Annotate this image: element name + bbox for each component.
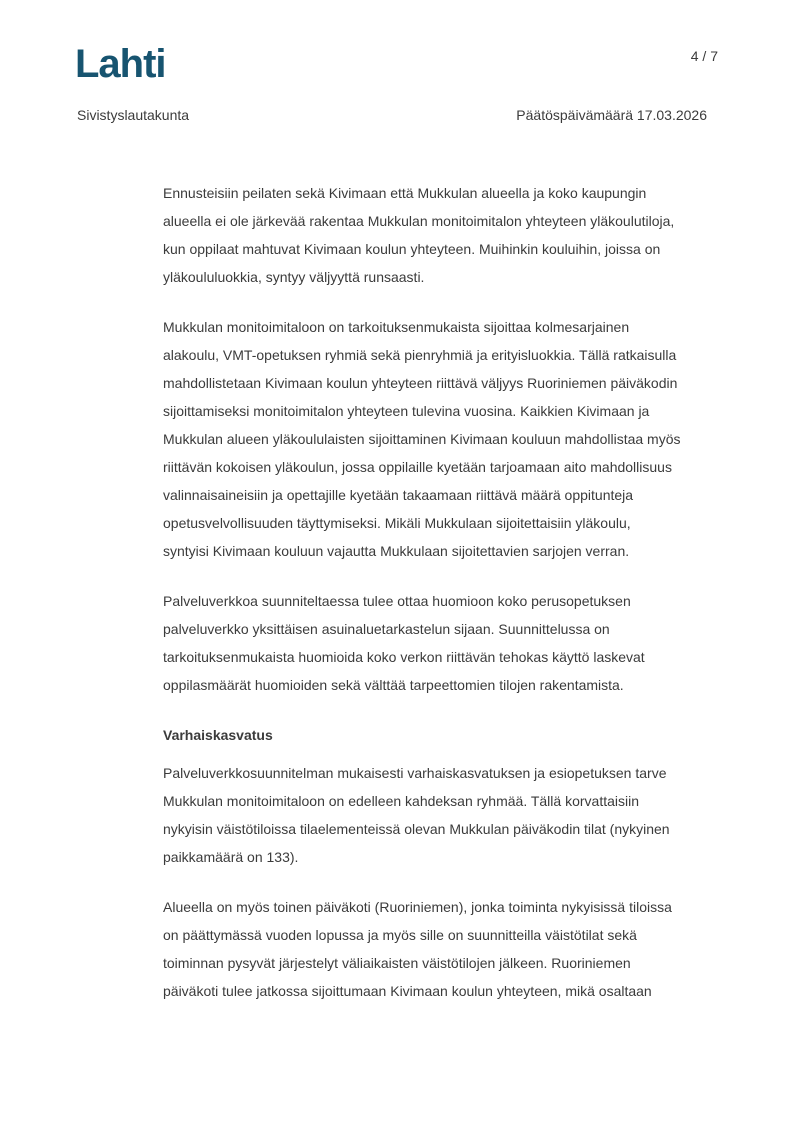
paragraph (163, 759, 708, 871)
text-line: Mukkulan monitoimitaloon on edelleen kahdeksan ryhmää. Tällä korvattaisiin (163, 793, 639, 809)
text-line: tarkoituksenmukaista huomioida koko verkon riittävän tehokas käyttö laskevat (163, 649, 645, 665)
text-line: yläkoululuokkia, syntyy väljyyttä runsaasti. (163, 269, 425, 285)
paragraph (163, 893, 708, 1005)
section-heading-varhaiskasvatus: Varhaiskasvatus (163, 727, 273, 743)
text-line: nykyisin väistötiloissa tilaelementeissä olevan Mukkulan päiväkodin tilat (nykyinen (163, 821, 670, 837)
text-line: mahdollistetaan Kivimaan koulun yhteyteen riittävä väljyys Ruoriniemen päiväkodin (163, 375, 678, 391)
text-line: kun oppilaat mahtuvat Kivimaan koulun yhteyteen. Muihinkin kouluihin, joissa on (163, 241, 661, 257)
text-line: opetusvelvollisuuden täyttymiseksi. Mikäli Mukkulaan sijoitettaisiin yläkoulu, (163, 515, 631, 531)
paragraph (163, 179, 708, 291)
text-line: paikkamäärä on 133). (163, 849, 299, 865)
text-line: Palveluverkkosuunnitelman mukaisesti varhaiskasvatuksen ja esiopetuksen tarve (163, 765, 667, 781)
document-body (163, 179, 708, 1027)
text-line: valinnaisaineisiin ja opettajille kyetään takaamaan riittävä määrä oppitunteja (163, 487, 634, 503)
lahti-logo: Lahti (75, 42, 166, 86)
paragraph (163, 313, 708, 565)
text-line: päiväkoti tulee jatkossa sijoittumaan Kivimaan koulun yhteyteen, mikä osaltaan (163, 983, 652, 999)
text-line: toiminnan pysyvät järjestelyt väliaikaisten väistötilojen jälkeen. Ruoriniemen (163, 955, 631, 971)
decision-date: Päätöspäivämäärä 17.03.2026 (516, 107, 707, 123)
page-number: 4 / 7 (690, 48, 718, 64)
text-line: syntyisi Kivimaan kouluun vajautta Mukkulaan sijoitettavien sarjojen verran. (163, 543, 630, 559)
text-line: sijoittamiseksi monitoimitalon yhteyteen tulevina vuosina. Kaikkien Kivimaan ja (163, 403, 650, 419)
text-line: alueella ei ole järkevää rakentaa Mukkulan monitoimitalon yhteyteen yläkoulutiloja, (163, 213, 675, 229)
text-line: on päättymässä vuoden lopussa ja myös sille on suunnitteilla väistötilat sekä (163, 927, 637, 943)
text-line: Alueella on myös toinen päiväkoti (Ruoriniemen), jonka toiminta nykyisissä tiloissa (163, 899, 672, 915)
document-subheader (77, 107, 707, 123)
text-line: Mukkulan alueen yläkoululaisten sijoittaminen Kivimaan kouluun mahdollistaa myös (163, 431, 681, 447)
text-line: alakoulu, VMT-opetuksen ryhmiä sekä pienryhmiä ja erityisluokkia. Tällä ratkaisulla (163, 347, 677, 363)
text-line: Ennusteisiin peilaten sekä Kivimaan että Mukkulan alueella ja koko kaupungin (163, 185, 647, 201)
text-line: Mukkulan monitoimitaloon on tarkoituksenmukaista sijoittaa kolmesarjainen (163, 319, 630, 335)
text-line: palveluverkko yksittäisen asuinaluetarkastelun sijaan. Suunnittelussa on (163, 621, 610, 637)
text-line: riittävän kokoisen yläkoulun, jossa oppilaille kyetään tarjoamaan aito mahdollisuus (163, 459, 672, 475)
text-line: oppilasmäärät huomioiden sekä välttää tarpeettomien tilojen rakentamista. (163, 677, 624, 693)
paragraph (163, 587, 708, 699)
text-line: Palveluverkkoa suunniteltaessa tulee ottaa huomioon koko perusopetuksen (163, 593, 631, 609)
committee-name: Sivistyslautakunta (77, 107, 190, 123)
